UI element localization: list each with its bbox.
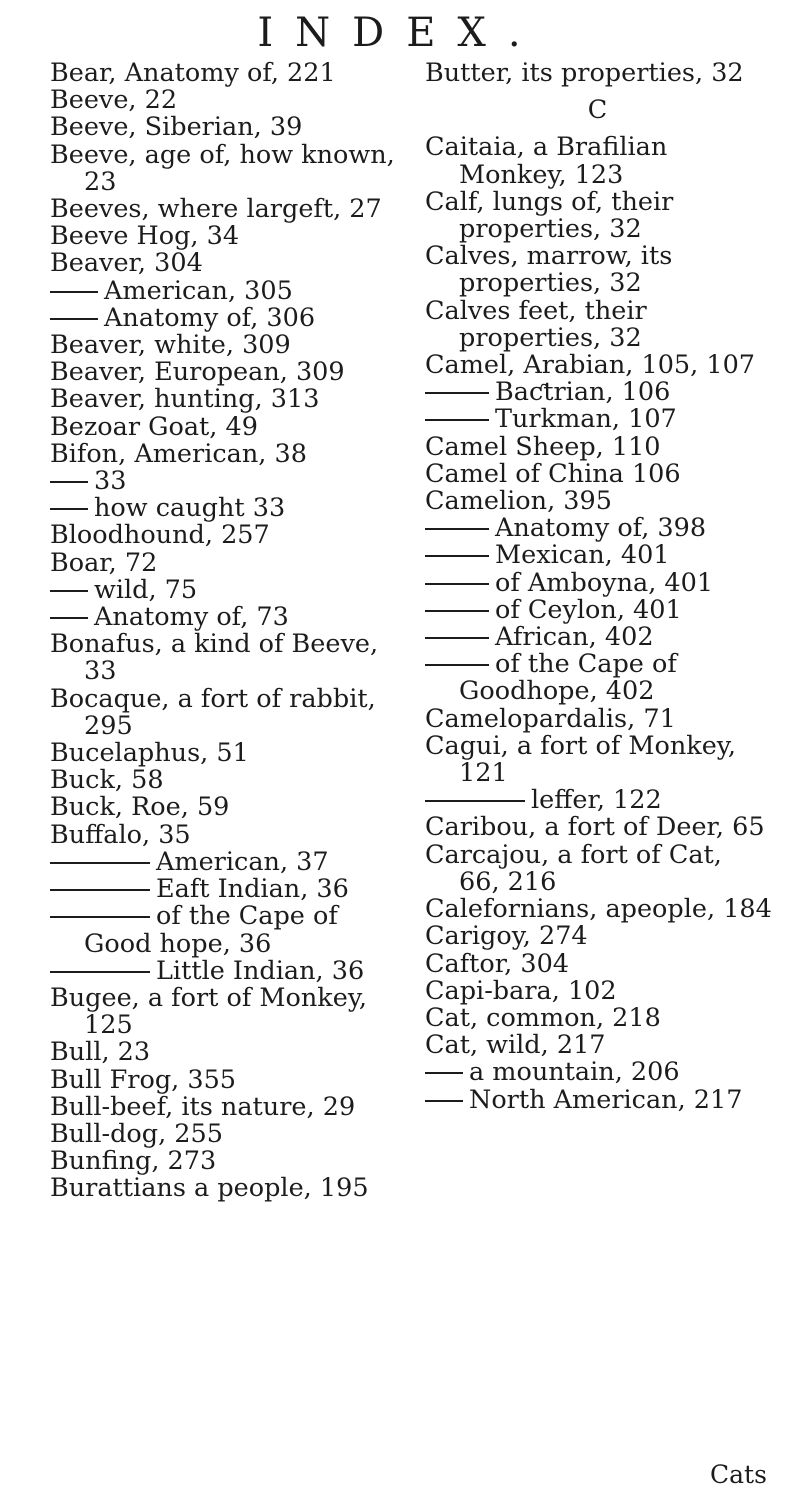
index-entry-text: Turkman, 107 [495, 404, 677, 435]
index-entry-text: Bloodhound, 257 [50, 520, 270, 551]
index-entry-text: Camel, Arabian, 105, 107 [425, 350, 756, 381]
index-entry [50, 275, 410, 306]
index-entry-text: Camel of China 106 [425, 458, 681, 489]
index-entry [425, 896, 770, 923]
index-entry [50, 1064, 410, 1095]
index-entry-text: Cat, wild, 217 [425, 1030, 606, 1061]
index-entry-text: Beeve, Siberian, 39 [50, 112, 303, 143]
catchword: Cats [710, 1460, 767, 1489]
index-entry-text: North American, 217 [469, 1084, 743, 1115]
index-entry-text: Burattians a people, 195 [50, 1173, 369, 1204]
index-entry [425, 703, 770, 734]
index-entry-text: Beaver, hunting, 313 [50, 384, 320, 415]
index-entry [425, 431, 770, 462]
index-entry-text: Carigoy, 274 [425, 921, 588, 952]
ditto-dash [425, 392, 489, 394]
index-entry [50, 411, 410, 442]
index-entry-text: leffer, 122 [531, 785, 662, 816]
index-entry [425, 352, 770, 379]
index-entry [50, 1148, 410, 1175]
index-entry [50, 196, 410, 223]
ditto-dash [425, 419, 489, 421]
index-entry [425, 134, 770, 188]
index-entry-text: C [587, 95, 608, 126]
index-left-column [50, 60, 410, 1203]
index-entry [50, 522, 410, 549]
ditto-dash [425, 528, 489, 530]
index-entry [425, 948, 770, 979]
index-entry-text: Beaver, white, 309 [50, 330, 291, 361]
ditto-dash [50, 889, 150, 891]
index-entry [425, 406, 770, 433]
index-entry [50, 819, 410, 850]
ditto-dash [50, 508, 88, 510]
index-entry [50, 1118, 410, 1149]
index-entry [425, 839, 770, 897]
index-entry [50, 495, 410, 522]
index-entry [50, 114, 410, 141]
index-entry [425, 651, 770, 705]
index-entry-text: American, 305 [104, 275, 293, 306]
index-entry-text: Caribou, a fort of Deer, 65 [425, 812, 765, 843]
index-entry-text: Bocaque, a fort of rabbit, 295 [50, 683, 376, 741]
index-entry-text: Carcajou, a fort of Cat, 66, 216 [425, 839, 722, 897]
index-entry-text: Bull, 23 [50, 1037, 151, 1068]
index-entry-text: Bull Frog, 355 [50, 1064, 237, 1095]
index-entry [425, 787, 770, 814]
index-entry-text: Anatomy of, 73 [94, 602, 289, 633]
index-entry-text: Little Indian, 36 [156, 955, 365, 986]
ditto-dash [425, 1100, 463, 1102]
index-entry-text: Eaft Indian, 36 [156, 874, 349, 905]
index-entry [50, 846, 410, 877]
index-entry-text: Cagui, a fort of Monkey, 121 [425, 730, 736, 789]
index-entry-text: Calefornians, apeople, 184 [425, 894, 772, 925]
index-entry [50, 631, 410, 685]
index-entry [425, 488, 770, 515]
ditto-dash [50, 971, 150, 973]
index-entry-text: Butter, its properties, 32 [425, 58, 744, 88]
index-entry-text: a mountain, 206 [469, 1057, 680, 1088]
ditto-dash [50, 916, 150, 918]
ditto-dash [425, 637, 489, 639]
index-entry-text: Caftor, 304 [425, 948, 570, 979]
index-entry [50, 1039, 410, 1066]
index-entry-text: American, 37 [156, 846, 329, 877]
index-entry [425, 542, 770, 569]
index-entry [425, 923, 770, 950]
index-entry-text: Bull-beef, its nature, 29 [50, 1091, 356, 1122]
index-entry-text: Beaver, 304 [50, 248, 203, 279]
index-entry [50, 794, 410, 821]
index-entry-text: how caught 33 [94, 493, 286, 524]
index-entry [425, 567, 770, 598]
ditto-dash [425, 583, 489, 585]
page-header: INDEX. [257, 10, 543, 56]
index-entry-text: Camelion, 395 [425, 486, 612, 517]
index-entry-text: Anatomy of, 306 [104, 302, 316, 333]
ditto-dash [425, 555, 489, 557]
index-entry-text: Calf, lungs of, their properties, 32 [425, 186, 674, 245]
index-right-column [425, 60, 770, 1114]
index-entry-text: of Ceylon, 401 [495, 594, 682, 625]
index-entry [50, 604, 410, 631]
index-entry [425, 814, 770, 841]
index-entry [50, 468, 410, 495]
index-entry-text: Bifon, American, 38 [50, 438, 307, 469]
index-entry [50, 223, 410, 250]
index-entry-text: Bear, Anatomy of, 221 [50, 58, 336, 88]
index-entry [50, 982, 410, 1041]
index-entry-text: of Amboyna, 401 [495, 567, 714, 598]
index-entry [425, 60, 770, 87]
index-entry [425, 594, 770, 625]
ditto-dash [50, 318, 98, 320]
index-entry-text: Bezoar Goat, 49 [50, 411, 258, 442]
index-entry [425, 1002, 770, 1033]
index-entry-text: wild, 75 [94, 574, 198, 605]
index-entry-text: Beeve, age of, how known, 23 [50, 139, 395, 197]
index-entry-text: Boar, 72 [50, 547, 158, 578]
index-entry-text: Bucelaphus, 51 [50, 738, 249, 769]
index-entry-text: Capi-bara, 102 [425, 975, 617, 1006]
index-entry-text: Anatomy of, 398 [495, 513, 707, 544]
ditto-dash [50, 617, 88, 619]
index-entry-text: Beeves, where largeft, 27 [50, 194, 382, 225]
index-entry-text: Beeve Hog, 34 [50, 221, 240, 252]
index-entry-text: Bonafus, a kind of Beeve, 33 [50, 629, 379, 687]
index-entry [425, 975, 770, 1006]
ditto-dash [425, 664, 489, 666]
index-entry-text: Beeve, 22 [50, 85, 178, 116]
index-entry-text: Camelopardalis, 71 [425, 703, 676, 734]
index-entry [425, 1059, 770, 1086]
index-section-letter [425, 87, 770, 134]
ditto-dash [50, 481, 88, 483]
index-entry [425, 186, 770, 245]
ditto-dash [50, 862, 150, 864]
index-entry [50, 740, 410, 767]
index-entry-text: Beaver, European, 309 [50, 357, 345, 388]
index-entry [50, 683, 410, 741]
index-entry [50, 876, 410, 903]
index-entry [425, 243, 770, 297]
index-entry [50, 87, 410, 114]
index-entry-text: Cat, common, 218 [425, 1002, 661, 1033]
index-entry-text: Bull-dog, 255 [50, 1118, 223, 1149]
ditto-dash [425, 610, 489, 612]
index-entry-text: Buck, Roe, 59 [50, 792, 230, 823]
index-entry-text: Baƈtrian, 106 [495, 377, 671, 408]
index-entry [50, 60, 410, 87]
index-entry-text: Buck, 58 [50, 765, 164, 796]
index-entry [425, 1084, 770, 1115]
index-entry [50, 1091, 410, 1122]
index-entry [50, 139, 410, 197]
index-entry [425, 379, 770, 406]
index-entry [50, 767, 410, 794]
index-entry-text: 33 [94, 466, 127, 497]
index-entry-text: Bugee, a fort of Monkey, 125 [50, 982, 367, 1041]
index-entry-text: Mexican, 401 [495, 540, 670, 571]
ditto-dash [50, 291, 98, 293]
index-entry-text: Bunfing, 273 [50, 1146, 217, 1177]
index-entry [50, 1175, 410, 1202]
index-entry [50, 386, 410, 413]
index-entry [50, 438, 410, 469]
index-entry [425, 295, 770, 353]
index-entry-text: Buffalo, 35 [50, 819, 191, 850]
index-entry [425, 624, 770, 651]
index-entry-text: of the Cape of Good hope, 36 [84, 901, 338, 959]
index-entry [50, 903, 410, 957]
index-entry [50, 547, 410, 578]
index-entry-text: African, 402 [495, 622, 654, 653]
ditto-dash [50, 590, 88, 592]
ditto-dash [425, 1072, 463, 1074]
index-entry [425, 515, 770, 542]
index-entry-text: of the Cape of Goodhope, 402 [459, 649, 677, 707]
index-entry-text: Calves feet, their properties, 32 [425, 295, 647, 353]
ditto-dash [425, 800, 525, 802]
index-entry [50, 302, 410, 333]
index-entry-text: Calves, marrow, its properties, 32 [425, 241, 673, 299]
index-entry [425, 730, 770, 789]
index-entry [50, 359, 410, 386]
index-entry [425, 1032, 770, 1059]
index-entry [50, 955, 410, 986]
index-entry [50, 250, 410, 277]
index-entry [50, 332, 410, 359]
index-entry-text: Camel Sheep, 110 [425, 431, 661, 462]
index-entry [50, 574, 410, 605]
index-entry [425, 458, 770, 489]
index-entry-text: Caitaia, a Brafilian Monkey, 123 [425, 132, 668, 190]
